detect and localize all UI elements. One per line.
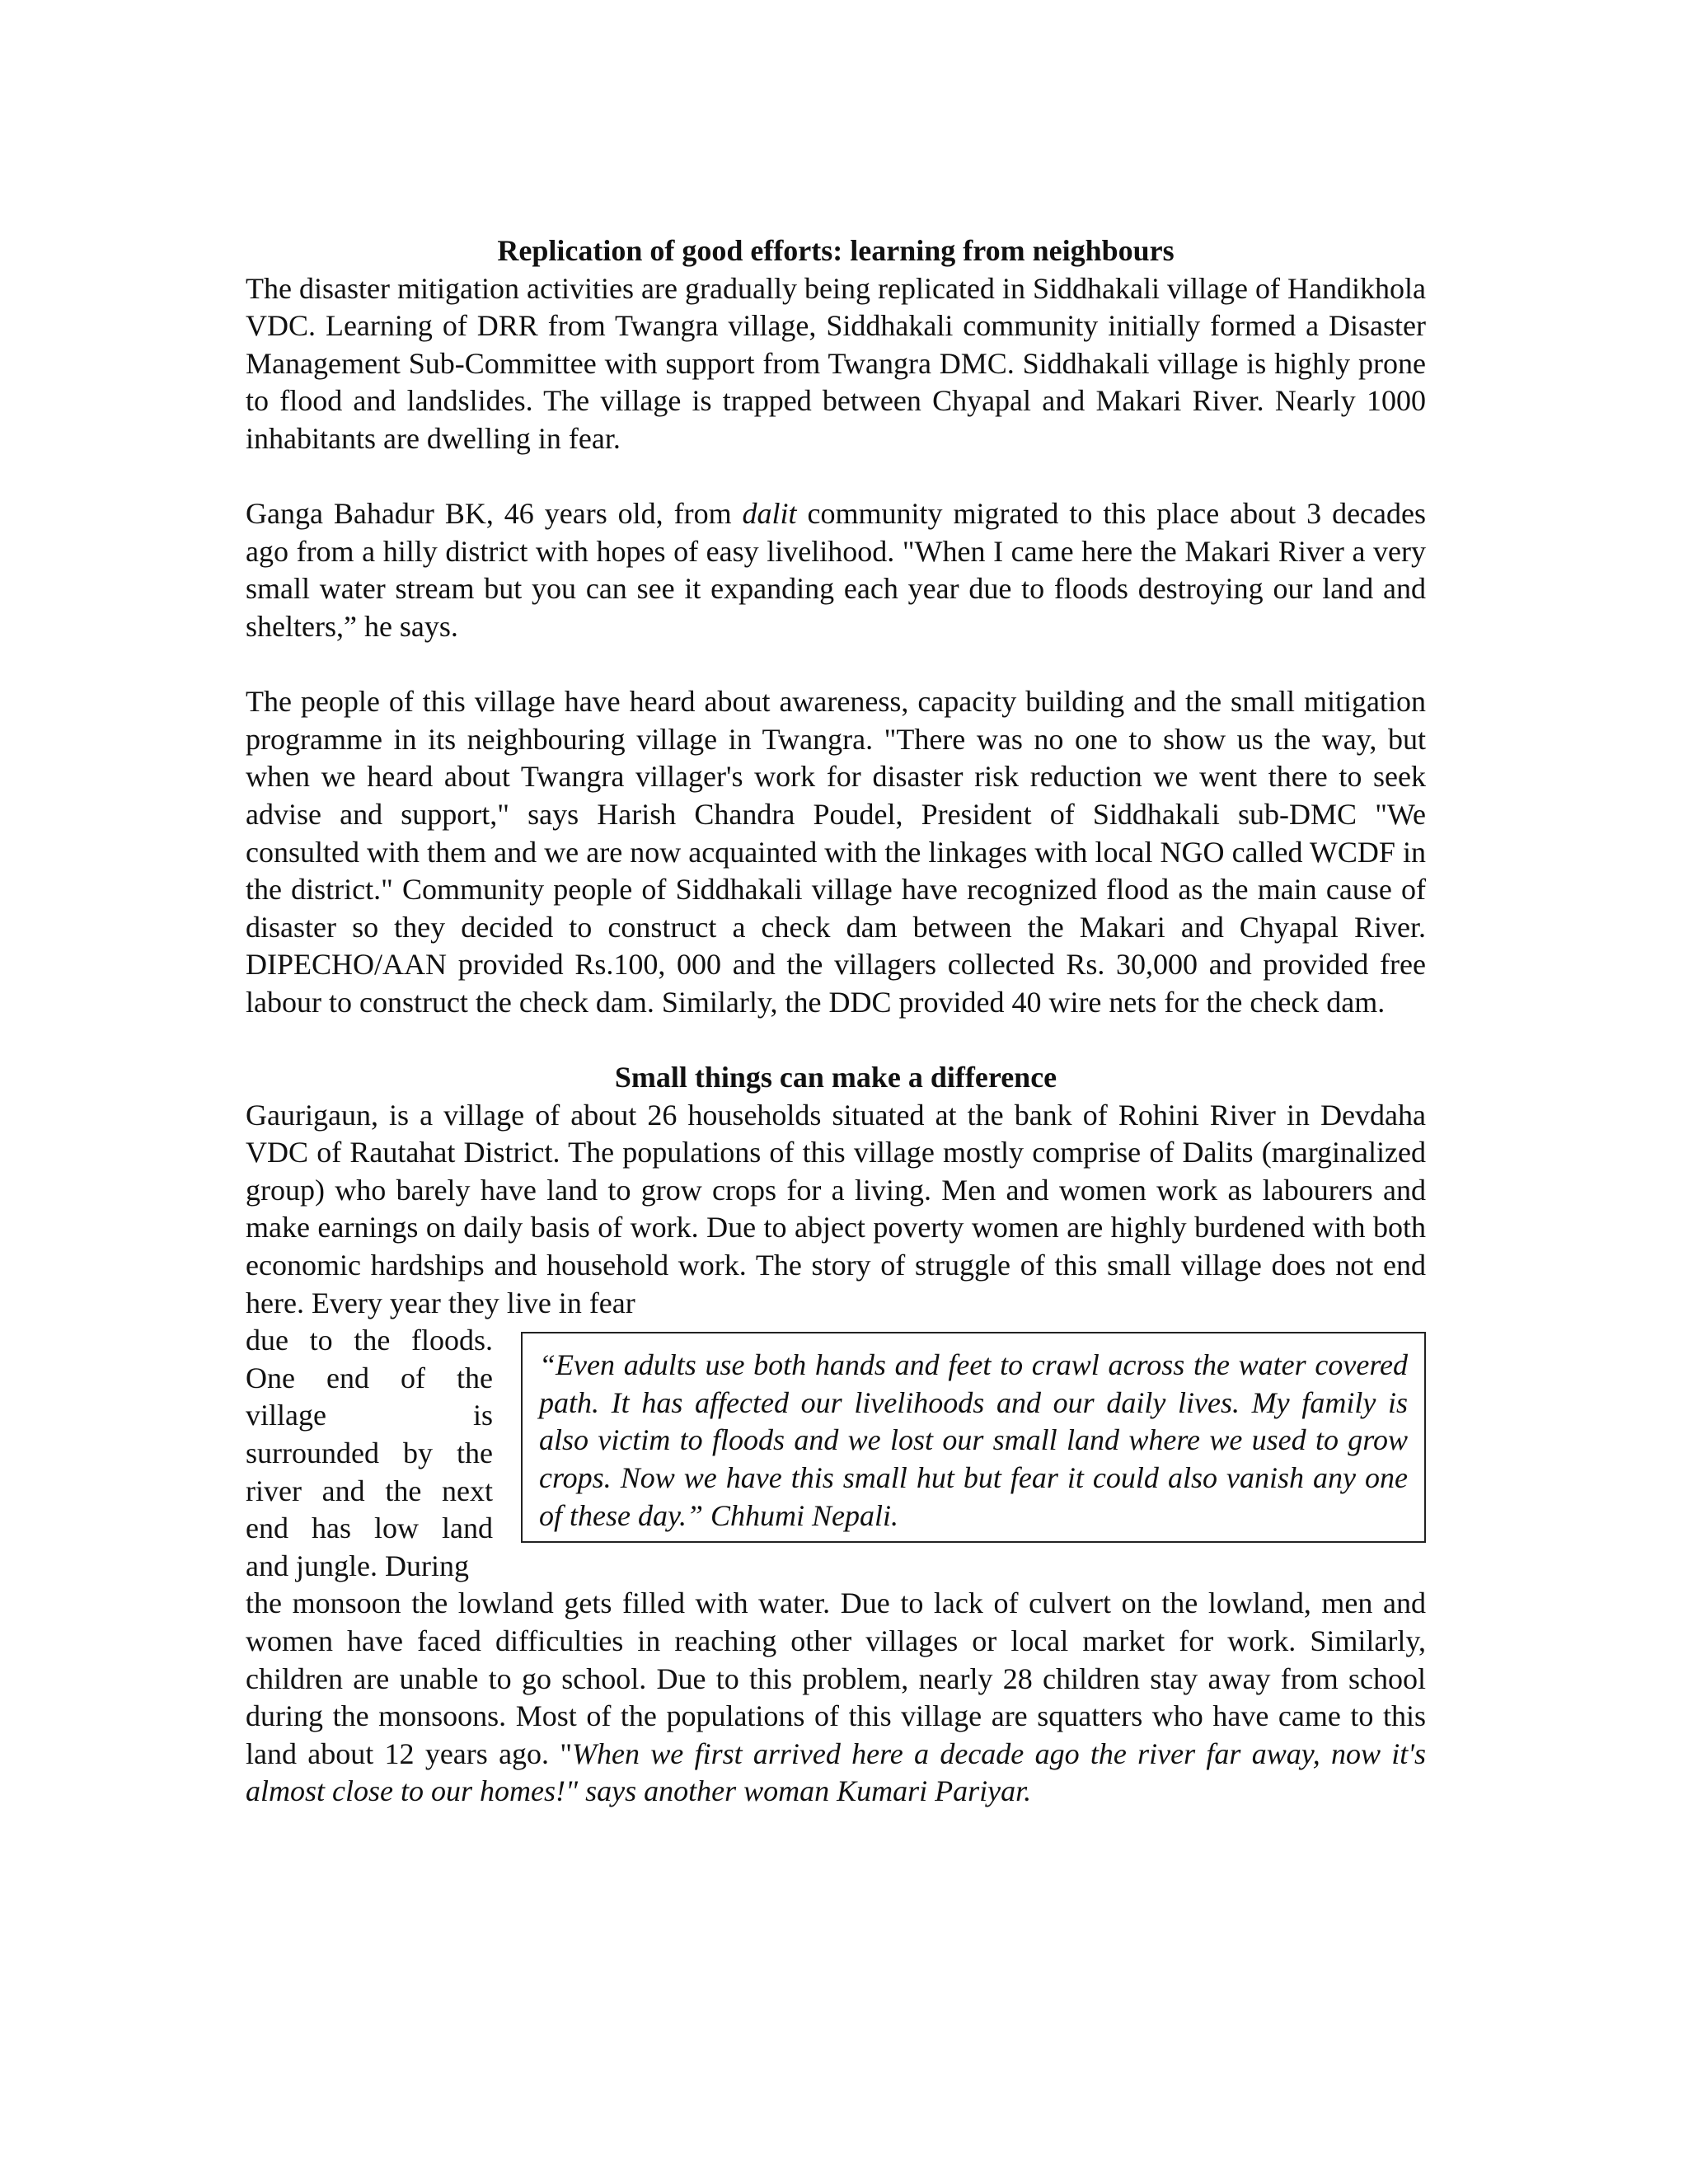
section-heading-small-things: Small things can make a difference	[614, 1061, 1057, 1094]
quote-text: “Even adults use both hands and feet to crawl across the water covered path. It has affected our livelihoods and our daily lives. My family is also victim to floods and we lost our small land where we used to grow crops. Now we have this small hut but fear it could also vanish any one of these day.” Chhumi Nepali.	[539, 1348, 1408, 1532]
quote-wrap-area	[246, 1322, 1426, 1811]
paragraph-gaurigaun-intro: Gaurigaun, is a village of about 26 households situated at the bank of Rohini River in Devdaha VDC of Rautahat District. The populations of this village mostly comprise of Dalits (marginalized group) who barely have land to grow crops for a living. Men and women work as labourers and make earnings on daily basis of work. Due to abject poverty women are highly burdened with both economic hardships and household work. The story of struggle of this small village does not end here. Every year they live in fear	[246, 1098, 1426, 1319]
paragraph-ganga-bahadur	[246, 495, 1426, 645]
paragraph-siddhakali-intro: The disaster mitigation activities are gradually being replicated in Siddhakali village of Handikhola VDC. Learning of DRR from Twangra village, Siddhakali community initially formed a Disaster Management Sub-Committee with support from Twangra DMC. Siddhakali village is highly prone to flood and landslides. The village is trapped between Chyapal and Makari River. Nearly 1000 inhabitants are dwelling in fear.	[246, 271, 1426, 455]
italic-quote-kumari-pariyar: When we first arrived here a decade ago the river far away, now it's almost close to our homes!" says another woman Kumari Pariyar.	[246, 1736, 1426, 1808]
paragraph-monsoon	[246, 1585, 1426, 1811]
paragraph-gap	[246, 458, 1426, 496]
italic-term-dalit: dalit	[742, 497, 797, 531]
paragraph-text: Ganga Bahadur BK, 46 years old, from	[246, 497, 743, 531]
paragraph-text: the monsoon the lowland gets filled with water. Due to lack of culvert on the lowland, men and women have faced difficulties in reaching other villages or local market for work. Similarly, children are unable to go school. Due to this problem, nearly 28 children stay away from school during the monsoons. Most of the populations of this village are squatters who have came to this land about 12 years ago. "	[246, 1586, 1426, 1770]
paragraph-gap	[246, 1021, 1426, 1059]
paragraph-wrapped-text: due to the floods. One end of the village is surrounded by the river and the next end has low land and jungle. During	[246, 1324, 493, 1582]
paragraph-text: community migrated to this place about 3 decades ago from a hilly district with hopes of easy livelihood. "When I came here the Makari River a very small water stream but you can see it expanding each year due to floods destroying our land and shelters,” he says.	[246, 497, 1426, 643]
document-page	[246, 232, 1426, 1811]
paragraph-gap	[246, 646, 1426, 684]
section-heading-replication: Replication of good efforts: learning from neighbours	[497, 234, 1175, 267]
quote-box-chhumi-nepali	[521, 1332, 1426, 1543]
paragraph-twangra-learning: The people of this village have heard about awareness, capacity building and the small mitigation programme in its neighbouring village in Twangra. "There was no one to show us the way, but when we heard about Twangra villager's work for disaster risk reduction we went there to seek advise and support," says Harish Chandra Poudel, President of Siddhakali sub-DMC "We consulted with them and we are now acquainted with the linkages with local NGO called WCDF in the district." Community people of Siddhakali village have recognized flood as the main cause of disaster so they decided to construct a check dam between the Makari and Chyapal River. DIPECHO/AAN provided Rs.100, 000 and the villagers collected Rs. 30,000 and provided free labour to construct the check dam. Similarly, the DDC provided 40 wire nets for the check dam.	[246, 685, 1426, 1019]
